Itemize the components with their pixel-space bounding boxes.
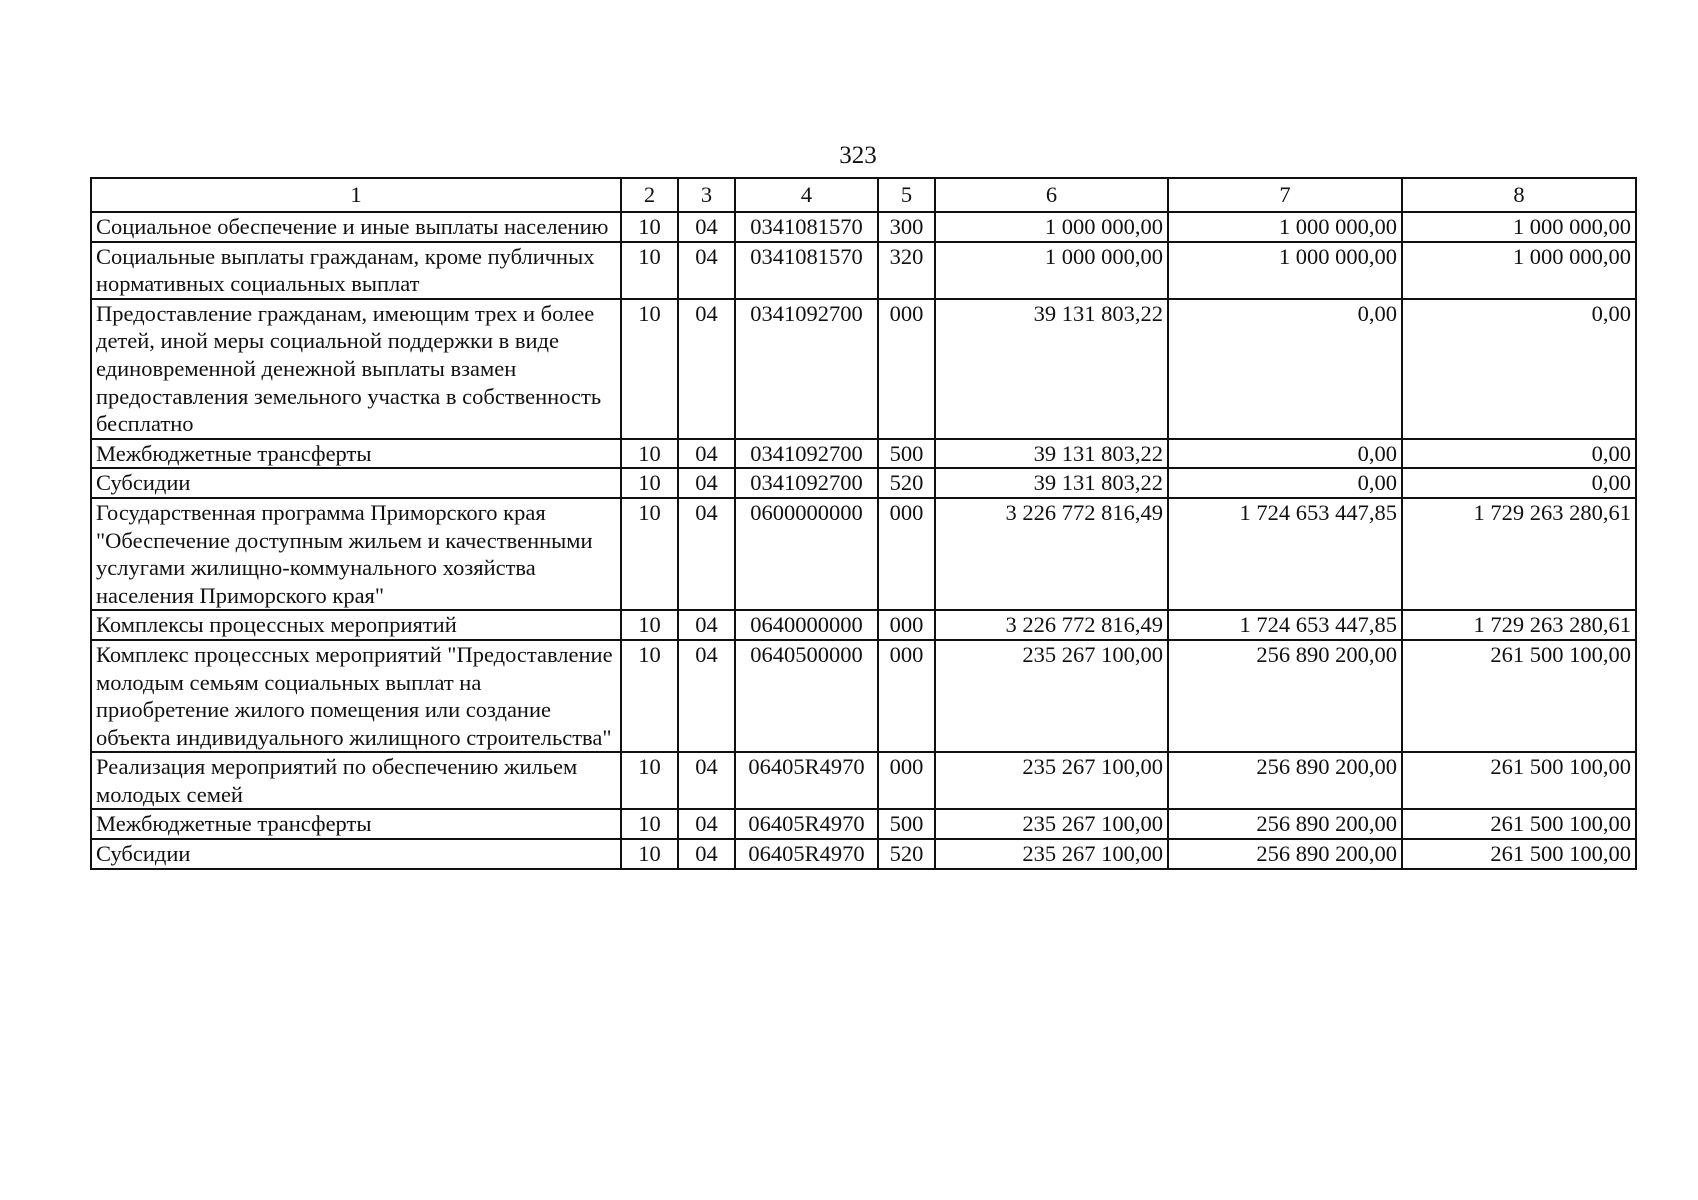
expense-type-code: 000 [878, 299, 935, 439]
row-name: Реализация мероприятий по обеспечению жильем молодых семей [91, 752, 621, 809]
amount-col-8: 261 500 100,00 [1402, 839, 1636, 869]
amount-col-7: 0,00 [1168, 439, 1402, 469]
column-header: 2 [621, 178, 678, 212]
table-row [91, 242, 1636, 299]
subsection-code: 04 [678, 839, 735, 869]
table-row [91, 212, 1636, 242]
amount-col-7: 256 890 200,00 [1168, 809, 1402, 839]
row-name: Комплекс процессных мероприятий "Предоставление молодым семьям социальных выплат на приобретение жилого помещения или создание объекта индивидуального жилищного строительства" [91, 640, 621, 752]
target-article-code: 0341092700 [735, 439, 878, 469]
expense-type-code: 300 [878, 212, 935, 242]
table-row [91, 809, 1636, 839]
target-article-code: 06405R4970 [735, 752, 878, 809]
row-name: Социальные выплаты гражданам, кроме публичных нормативных социальных выплат [91, 242, 621, 299]
amount-col-8: 261 500 100,00 [1402, 809, 1636, 839]
page-number: 323 [839, 142, 877, 169]
row-name: Государственная программа Приморского края "Обеспечение доступным жильем и качественными услугами жилищно-коммунального хозяйства населения Приморского края" [91, 498, 621, 610]
amount-col-6: 235 267 100,00 [935, 839, 1168, 869]
section-code: 10 [621, 839, 678, 869]
expense-type-code: 000 [878, 498, 935, 610]
column-header: 7 [1168, 178, 1402, 212]
table-row [91, 752, 1636, 809]
amount-col-8: 1 729 263 280,61 [1402, 610, 1636, 640]
section-code: 10 [621, 809, 678, 839]
amount-col-6: 39 131 803,22 [935, 468, 1168, 498]
amount-col-6: 39 131 803,22 [935, 439, 1168, 469]
subsection-code: 04 [678, 752, 735, 809]
section-code: 10 [621, 468, 678, 498]
subsection-code: 04 [678, 299, 735, 439]
amount-col-8: 1 729 263 280,61 [1402, 498, 1636, 610]
target-article-code: 06405R4970 [735, 839, 878, 869]
amount-col-6: 1 000 000,00 [935, 242, 1168, 299]
expense-type-code: 520 [878, 468, 935, 498]
amount-col-7: 256 890 200,00 [1168, 839, 1402, 869]
subsection-code: 04 [678, 468, 735, 498]
column-header: 5 [878, 178, 935, 212]
amount-col-7: 1 724 653 447,85 [1168, 610, 1402, 640]
expense-type-code: 000 [878, 610, 935, 640]
section-code: 10 [621, 439, 678, 469]
target-article-code: 0341081570 [735, 242, 878, 299]
target-article-code: 0341092700 [735, 468, 878, 498]
section-code: 10 [621, 752, 678, 809]
section-code: 10 [621, 498, 678, 610]
budget-table [90, 177, 1637, 870]
amount-col-8: 0,00 [1402, 468, 1636, 498]
subsection-code: 04 [678, 640, 735, 752]
amount-col-6: 3 226 772 816,49 [935, 610, 1168, 640]
subsection-code: 04 [678, 439, 735, 469]
amount-col-7: 256 890 200,00 [1168, 752, 1402, 809]
subsection-code: 04 [678, 610, 735, 640]
expense-type-code: 500 [878, 809, 935, 839]
section-code: 10 [621, 212, 678, 242]
table-row [91, 640, 1636, 752]
amount-col-8: 0,00 [1402, 439, 1636, 469]
column-header: 1 [91, 178, 621, 212]
amount-col-6: 235 267 100,00 [935, 752, 1168, 809]
expense-type-code: 000 [878, 640, 935, 752]
amount-col-6: 3 226 772 816,49 [935, 498, 1168, 610]
expense-type-code: 000 [878, 752, 935, 809]
table-row [91, 299, 1636, 439]
row-name: Комплексы процессных мероприятий [91, 610, 621, 640]
row-name: Субсидии [91, 839, 621, 869]
row-name: Социальное обеспечение и иные выплаты населению [91, 212, 621, 242]
column-header: 6 [935, 178, 1168, 212]
amount-col-8: 0,00 [1402, 299, 1636, 439]
column-header: 3 [678, 178, 735, 212]
amount-col-8: 1 000 000,00 [1402, 242, 1636, 299]
amount-col-6: 235 267 100,00 [935, 809, 1168, 839]
subsection-code: 04 [678, 498, 735, 610]
subsection-code: 04 [678, 809, 735, 839]
table-row [91, 610, 1636, 640]
table-row [91, 839, 1636, 869]
column-header: 4 [735, 178, 878, 212]
amount-col-7: 0,00 [1168, 468, 1402, 498]
section-code: 10 [621, 242, 678, 299]
amount-col-7: 1 000 000,00 [1168, 212, 1402, 242]
row-name: Межбюджетные трансферты [91, 439, 621, 469]
column-header: 8 [1402, 178, 1636, 212]
target-article-code: 06405R4970 [735, 809, 878, 839]
subsection-code: 04 [678, 242, 735, 299]
row-name: Субсидии [91, 468, 621, 498]
target-article-code: 0341092700 [735, 299, 878, 439]
header-row [91, 178, 1636, 212]
section-code: 10 [621, 299, 678, 439]
expense-type-code: 500 [878, 439, 935, 469]
section-code: 10 [621, 610, 678, 640]
row-name: Межбюджетные трансферты [91, 809, 621, 839]
table-row [91, 468, 1636, 498]
target-article-code: 0640000000 [735, 610, 878, 640]
amount-col-8: 261 500 100,00 [1402, 640, 1636, 752]
amount-col-7: 256 890 200,00 [1168, 640, 1402, 752]
table-row [91, 439, 1636, 469]
target-article-code: 0600000000 [735, 498, 878, 610]
amount-col-6: 39 131 803,22 [935, 299, 1168, 439]
amount-col-6: 235 267 100,00 [935, 640, 1168, 752]
section-code: 10 [621, 640, 678, 752]
expense-type-code: 320 [878, 242, 935, 299]
expense-type-code: 520 [878, 839, 935, 869]
target-article-code: 0341081570 [735, 212, 878, 242]
table-row [91, 498, 1636, 610]
amount-col-8: 261 500 100,00 [1402, 752, 1636, 809]
row-name: Предоставление гражданам, имеющим трех и более детей, иной меры социальной поддержки в виде единовременной денежной выплаты взамен предоставления земельного участка в собственность бесплатно [91, 299, 621, 439]
amount-col-8: 1 000 000,00 [1402, 212, 1636, 242]
amount-col-7: 1 000 000,00 [1168, 242, 1402, 299]
amount-col-7: 0,00 [1168, 299, 1402, 439]
subsection-code: 04 [678, 212, 735, 242]
amount-col-6: 1 000 000,00 [935, 212, 1168, 242]
amount-col-7: 1 724 653 447,85 [1168, 498, 1402, 610]
target-article-code: 0640500000 [735, 640, 878, 752]
